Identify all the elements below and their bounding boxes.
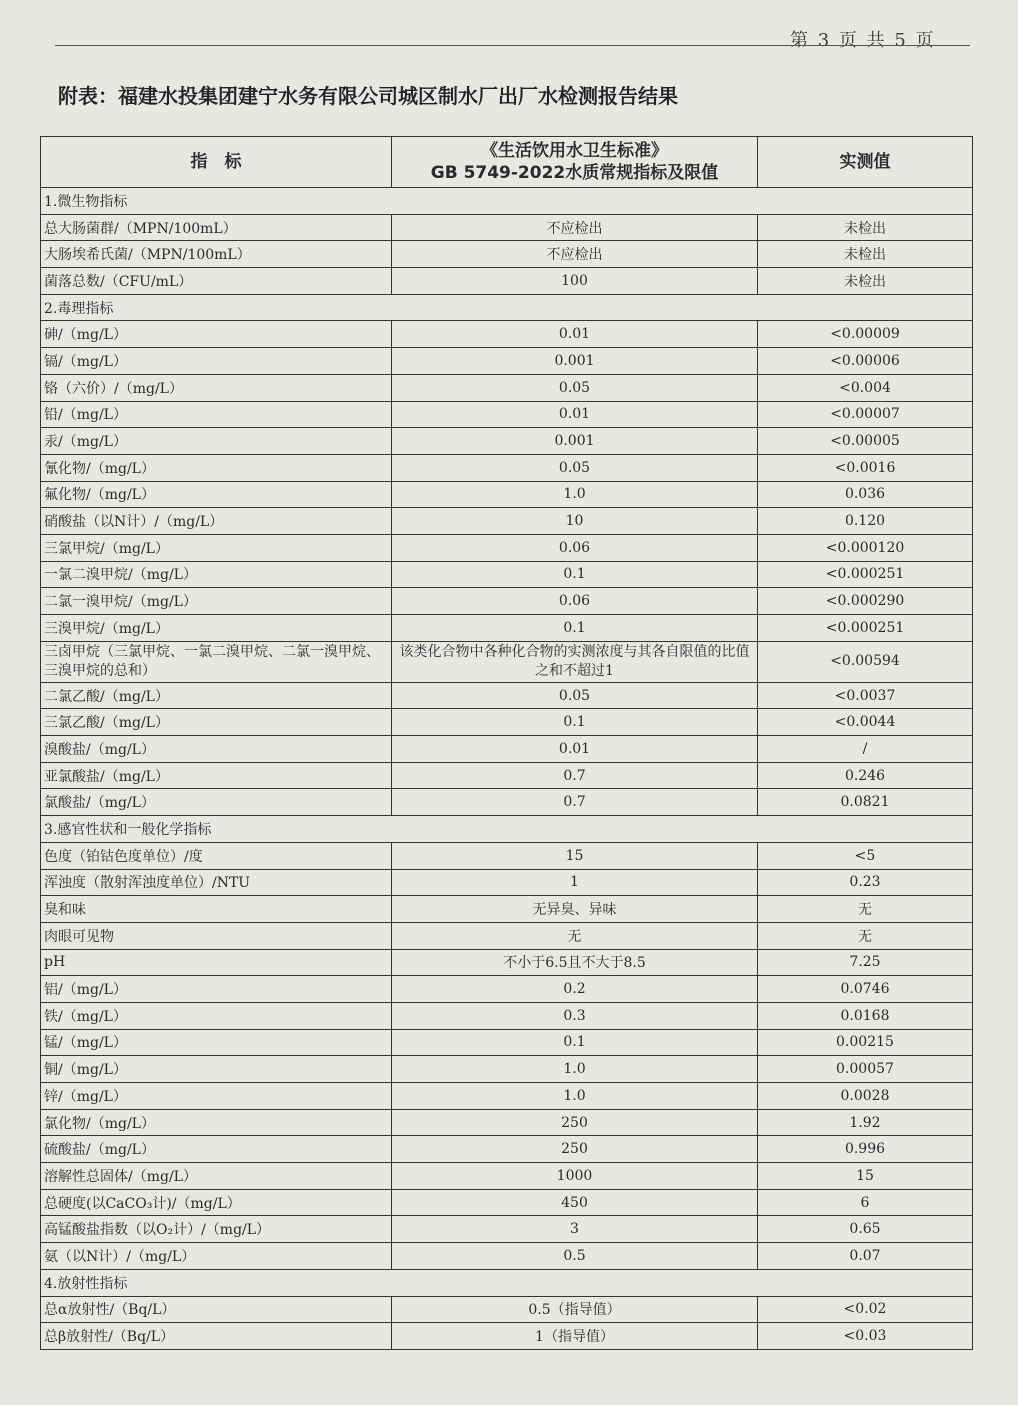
indicator-cell: 臭和味 — [41, 896, 392, 923]
indicator-cell: 溴酸盐/（mg/L） — [41, 736, 392, 763]
table-row — [41, 241, 973, 268]
measured-cell: 0.246 — [758, 762, 973, 789]
indicator-cell: 三氯乙酸/（mg/L） — [41, 709, 392, 736]
measured-cell: <0.000120 — [758, 534, 973, 561]
measured-cell: <0.0044 — [758, 709, 973, 736]
header-standard-line2: GB 5749-2022水质常规指标及限值 — [430, 163, 719, 183]
table-row — [41, 1163, 973, 1190]
measured-cell: / — [758, 736, 973, 763]
page-number: 第 3 页 共 5 页 — [790, 30, 936, 51]
limit-cell: 0.1 — [392, 709, 758, 736]
indicator-cell: 铝/（mg/L） — [41, 976, 392, 1003]
table-row — [41, 682, 973, 709]
measured-cell: <0.004 — [758, 374, 973, 401]
measured-cell: 0.0821 — [758, 789, 973, 816]
indicator-cell: 肉眼可见物 — [41, 922, 392, 949]
section-title: 4.放射性指标 — [41, 1269, 973, 1296]
indicator-cell: 二氯一溴甲烷/（mg/L） — [41, 588, 392, 615]
table-row — [41, 1323, 973, 1350]
header-standard-line1: 《生活饮用水卫生标准》 — [481, 141, 668, 161]
limit-cell: 3 — [392, 1216, 758, 1243]
indicator-cell: 高锰酸盐指数（以O₂计）/（mg/L） — [41, 1216, 392, 1243]
table-row — [41, 481, 973, 508]
indicator-cell: 色度（铂钴色度单位）/度 — [41, 842, 392, 869]
table-row — [41, 214, 973, 241]
table-row — [41, 1136, 973, 1163]
indicator-cell: 硫酸盐/（mg/L） — [41, 1136, 392, 1163]
header-measured: 实测值 — [758, 137, 973, 188]
limit-cell: 0.05 — [392, 682, 758, 709]
indicator-cell: 溶解性总固体/（mg/L） — [41, 1163, 392, 1190]
measured-cell: 0.0746 — [758, 976, 973, 1003]
indicator-cell: 亚氯酸盐/（mg/L） — [41, 762, 392, 789]
table-row — [41, 1056, 973, 1083]
limit-cell: 1 — [392, 869, 758, 896]
table-header-row — [41, 137, 973, 188]
table-row — [41, 1029, 973, 1056]
indicator-cell: 二氯乙酸/（mg/L） — [41, 682, 392, 709]
table-row — [41, 321, 973, 348]
limit-cell: 1.0 — [392, 481, 758, 508]
table-row — [41, 268, 973, 295]
indicator-cell: 镉/（mg/L） — [41, 348, 392, 375]
table-row — [41, 869, 973, 896]
measured-cell: 0.0168 — [758, 1002, 973, 1029]
header-rule — [55, 45, 970, 46]
measured-cell: 0.0028 — [758, 1083, 973, 1110]
indicator-cell: 氰化物/（mg/L） — [41, 454, 392, 481]
indicator-cell: 铜/（mg/L） — [41, 1056, 392, 1083]
limit-cell: 不小于6.5且不大于8.5 — [392, 949, 758, 976]
indicator-cell: 锰/（mg/L） — [41, 1029, 392, 1056]
indicator-cell: 汞/（mg/L） — [41, 428, 392, 455]
measured-cell: 0.65 — [758, 1216, 973, 1243]
limit-cell: 250 — [392, 1136, 758, 1163]
limit-cell: 0.3 — [392, 1002, 758, 1029]
indicator-cell: 大肠埃希氏菌/（MPN/100mL） — [41, 241, 392, 268]
measured-cell: <0.000290 — [758, 588, 973, 615]
table-row — [41, 1216, 973, 1243]
limit-cell: 10 — [392, 508, 758, 535]
measured-cell: <5 — [758, 842, 973, 869]
limit-cell: 0.01 — [392, 401, 758, 428]
table-row — [41, 789, 973, 816]
limit-cell: 0.001 — [392, 428, 758, 455]
measured-cell: 未检出 — [758, 241, 973, 268]
table-row — [41, 1083, 973, 1110]
limit-cell: 0.5（指导值） — [392, 1296, 758, 1323]
indicator-cell: 一氯二溴甲烷/（mg/L） — [41, 561, 392, 588]
measured-cell: 未检出 — [758, 214, 973, 241]
table-row — [41, 762, 973, 789]
limit-cell: 15 — [392, 842, 758, 869]
table-row — [41, 454, 973, 481]
section-title: 1.微生物指标 — [41, 188, 973, 215]
measured-cell: 0.07 — [758, 1243, 973, 1270]
limit-cell: 250 — [392, 1109, 758, 1136]
table-row — [41, 588, 973, 615]
indicator-cell: 氯化物/（mg/L） — [41, 1109, 392, 1136]
measured-cell: 无 — [758, 896, 973, 923]
measured-cell: <0.00007 — [758, 401, 973, 428]
limit-cell: 0.01 — [392, 736, 758, 763]
section-title: 2.毒理指标 — [41, 294, 973, 321]
table-row — [41, 534, 973, 561]
table-row — [41, 1109, 973, 1136]
indicator-cell: 三溴甲烷/（mg/L） — [41, 615, 392, 642]
limit-cell: 1.0 — [392, 1083, 758, 1110]
indicator-cell: 总α放射性/（Bq/L） — [41, 1296, 392, 1323]
limit-cell: 0.1 — [392, 1029, 758, 1056]
indicator-cell: 三卤甲烷（三氯甲烷、一氯二溴甲烷、二氯一溴甲烷、三溴甲烷的总和） — [41, 641, 392, 682]
measured-cell: 0.23 — [758, 869, 973, 896]
limit-cell: 450 — [392, 1189, 758, 1216]
indicator-cell: 氟化物/（mg/L） — [41, 481, 392, 508]
section-row — [41, 816, 973, 843]
limit-cell: 不应检出 — [392, 241, 758, 268]
header-standard — [392, 137, 758, 188]
indicator-cell: 铁/（mg/L） — [41, 1002, 392, 1029]
limit-cell: 0.1 — [392, 615, 758, 642]
table-row — [41, 401, 973, 428]
table-row — [41, 1243, 973, 1270]
table-row — [41, 508, 973, 535]
table-row — [41, 374, 973, 401]
measured-cell: 0.996 — [758, 1136, 973, 1163]
measured-cell: <0.00006 — [758, 348, 973, 375]
limit-cell: 100 — [392, 268, 758, 295]
table-row — [41, 896, 973, 923]
measured-cell: <0.03 — [758, 1323, 973, 1350]
limit-cell: 0.2 — [392, 976, 758, 1003]
indicator-cell: 铅/（mg/L） — [41, 401, 392, 428]
indicator-cell: 浑浊度（散射浑浊度单位）/NTU — [41, 869, 392, 896]
table-row — [41, 709, 973, 736]
measured-cell: <0.00594 — [758, 641, 973, 682]
table-row — [41, 922, 973, 949]
limit-cell: 0.1 — [392, 561, 758, 588]
table-row — [41, 949, 973, 976]
limit-cell: 不应检出 — [392, 214, 758, 241]
measured-cell: <0.00009 — [758, 321, 973, 348]
section-row — [41, 1269, 973, 1296]
limit-cell: 0.5 — [392, 1243, 758, 1270]
limit-cell: 0.06 — [392, 534, 758, 561]
measured-cell: 6 — [758, 1189, 973, 1216]
limit-cell: 0.05 — [392, 374, 758, 401]
indicator-cell: 铬（六价）/（mg/L） — [41, 374, 392, 401]
measured-cell: 0.00057 — [758, 1056, 973, 1083]
table-row — [41, 561, 973, 588]
indicator-cell: 氯酸盐/（mg/L） — [41, 789, 392, 816]
table-row — [41, 976, 973, 1003]
table-row — [41, 736, 973, 763]
table-row — [41, 842, 973, 869]
report-title: 附表：福建水投集团建宁水务有限公司城区制水厂出厂水检测报告结果 — [58, 84, 678, 108]
indicator-cell: 菌落总数/（CFU/mL） — [41, 268, 392, 295]
measured-cell: <0.00005 — [758, 428, 973, 455]
section-row — [41, 294, 973, 321]
limit-cell: 1000 — [392, 1163, 758, 1190]
indicator-cell: 总大肠菌群/（MPN/100mL） — [41, 214, 392, 241]
measured-cell: 7.25 — [758, 949, 973, 976]
limit-cell: 该类化合物中各种化合物的实测浓度与其各自限值的比值之和不超过1 — [392, 641, 758, 682]
measured-cell: <0.000251 — [758, 561, 973, 588]
indicator-cell: 氨（以N计）/（mg/L） — [41, 1243, 392, 1270]
indicator-cell: 总β放射性/（Bq/L） — [41, 1323, 392, 1350]
section-row — [41, 188, 973, 215]
limit-cell: 无 — [392, 922, 758, 949]
measured-cell: 15 — [758, 1163, 973, 1190]
measured-cell: 未检出 — [758, 268, 973, 295]
measured-cell: 无 — [758, 922, 973, 949]
limit-cell: 1.0 — [392, 1056, 758, 1083]
indicator-cell: 砷/（mg/L） — [41, 321, 392, 348]
table-row — [41, 428, 973, 455]
measured-cell: <0.02 — [758, 1296, 973, 1323]
measured-cell: 0.036 — [758, 481, 973, 508]
limit-cell: 0.001 — [392, 348, 758, 375]
limit-cell: 1（指导值） — [392, 1323, 758, 1350]
indicator-cell: 三氯甲烷/（mg/L） — [41, 534, 392, 561]
measured-cell: 1.92 — [758, 1109, 973, 1136]
header-indicator: 指 标 — [41, 137, 392, 188]
table-row — [41, 1296, 973, 1323]
results-table — [40, 136, 973, 1350]
table-row — [41, 641, 973, 682]
limit-cell: 0.01 — [392, 321, 758, 348]
limit-cell: 无异臭、异味 — [392, 896, 758, 923]
measured-cell: <0.0016 — [758, 454, 973, 481]
table-row — [41, 1189, 973, 1216]
section-title: 3.感官性状和一般化学指标 — [41, 816, 973, 843]
measured-cell: <0.0037 — [758, 682, 973, 709]
limit-cell: 0.7 — [392, 762, 758, 789]
measured-cell: <0.000251 — [758, 615, 973, 642]
limit-cell: 0.06 — [392, 588, 758, 615]
measured-cell: 0.120 — [758, 508, 973, 535]
indicator-cell: pH — [41, 949, 392, 976]
indicator-cell: 锌/（mg/L） — [41, 1083, 392, 1110]
table-row — [41, 348, 973, 375]
measured-cell: 0.00215 — [758, 1029, 973, 1056]
indicator-cell: 总硬度(以CaCO₃计)/（mg/L） — [41, 1189, 392, 1216]
table-row — [41, 615, 973, 642]
table-row — [41, 1002, 973, 1029]
limit-cell: 0.7 — [392, 789, 758, 816]
limit-cell: 0.05 — [392, 454, 758, 481]
indicator-cell: 硝酸盐（以N计）/（mg/L） — [41, 508, 392, 535]
